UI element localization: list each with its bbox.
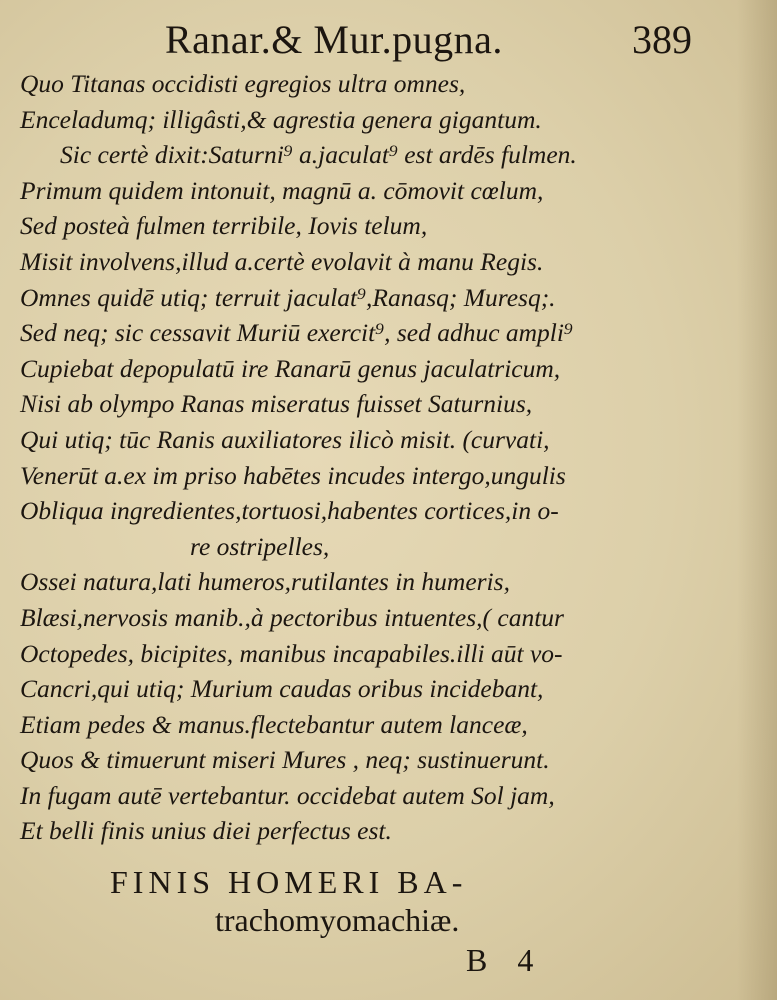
page-number: 389 bbox=[632, 17, 692, 62]
colophon-line-1: FINIS HOMERI BA- bbox=[110, 864, 468, 900]
verse-line: Quos & timuerunt miseri Mures , neq; sustinuerunt. bbox=[20, 745, 550, 775]
verse-line: Cupiebat depopulatū ire Ranarū genus jaculatricum, bbox=[20, 353, 561, 383]
verse-line: Octopedes, bicipites, manibus incapabiles.illi aūt vo- bbox=[20, 638, 563, 668]
verse-text bbox=[20, 66, 720, 849]
running-title: Ranar.& Mur.pugna. bbox=[165, 17, 503, 62]
verse-line: Enceladumq; illigâsti,& agrestia genera gigantum. bbox=[20, 104, 542, 134]
verse-line: Sic certè dixit:Saturni⁹ a.jaculat⁹ est ardēs fulmen. bbox=[60, 140, 577, 170]
verse-line: Primum quidem intonuit, magnū a. cōmovit cœlum, bbox=[20, 175, 544, 205]
verse-line: Ossei natura,lati humeros,rutilantes in humeris, bbox=[20, 567, 510, 597]
verse-line: Nisi ab olympo Ranas miseratus fuisset Saturnius, bbox=[20, 389, 533, 419]
verse-line: Blæsi,nervosis manib.,à pectoribus intuentes,( cantur bbox=[20, 602, 564, 632]
verse-line: Omnes quidē utiq; terruit jaculat⁹,Ranasq; Muresq;. bbox=[20, 282, 556, 312]
verse-line: Sed posteà fulmen terribile, Iovis telum, bbox=[20, 211, 428, 241]
verse-line: Etiam pedes & manus.flectebantur autem lanceæ, bbox=[20, 709, 528, 739]
verse-line: re ostripelles, bbox=[190, 531, 330, 561]
verse-line: Venerūt a.ex im priso habētes incudes intergo,ungulis bbox=[20, 460, 566, 490]
verse-line: Obliqua ingredientes,tortuosi,habentes cortices,in o- bbox=[20, 496, 559, 526]
verse-line: Et belli finis unius diei perfectus est. bbox=[20, 816, 392, 846]
verse-line: Sed neq; sic cessavit Muriū exercit⁹, sed adhuc ampli⁹ bbox=[20, 318, 573, 348]
verse-line: Qui utiq; tūc Ranis auxiliatores ilicò misit. (curvati, bbox=[20, 424, 550, 454]
page-edge-shadow bbox=[737, 0, 777, 1000]
signature-mark: B 4 bbox=[466, 942, 534, 978]
verse-line: In fugam autē vertebantur. occidebat autem Sol jam, bbox=[20, 780, 555, 810]
verse-line: Misit involvens,illud a.certè evolavit à manu Regis. bbox=[20, 246, 544, 276]
colophon-line-2: trachomyomachiæ. bbox=[215, 902, 460, 938]
verse-line: Cancri,qui utiq; Murium caudas oribus incidebant, bbox=[20, 674, 544, 704]
verse-line: Quo Titanas occidisti egregios ultra omnes, bbox=[20, 69, 466, 98]
